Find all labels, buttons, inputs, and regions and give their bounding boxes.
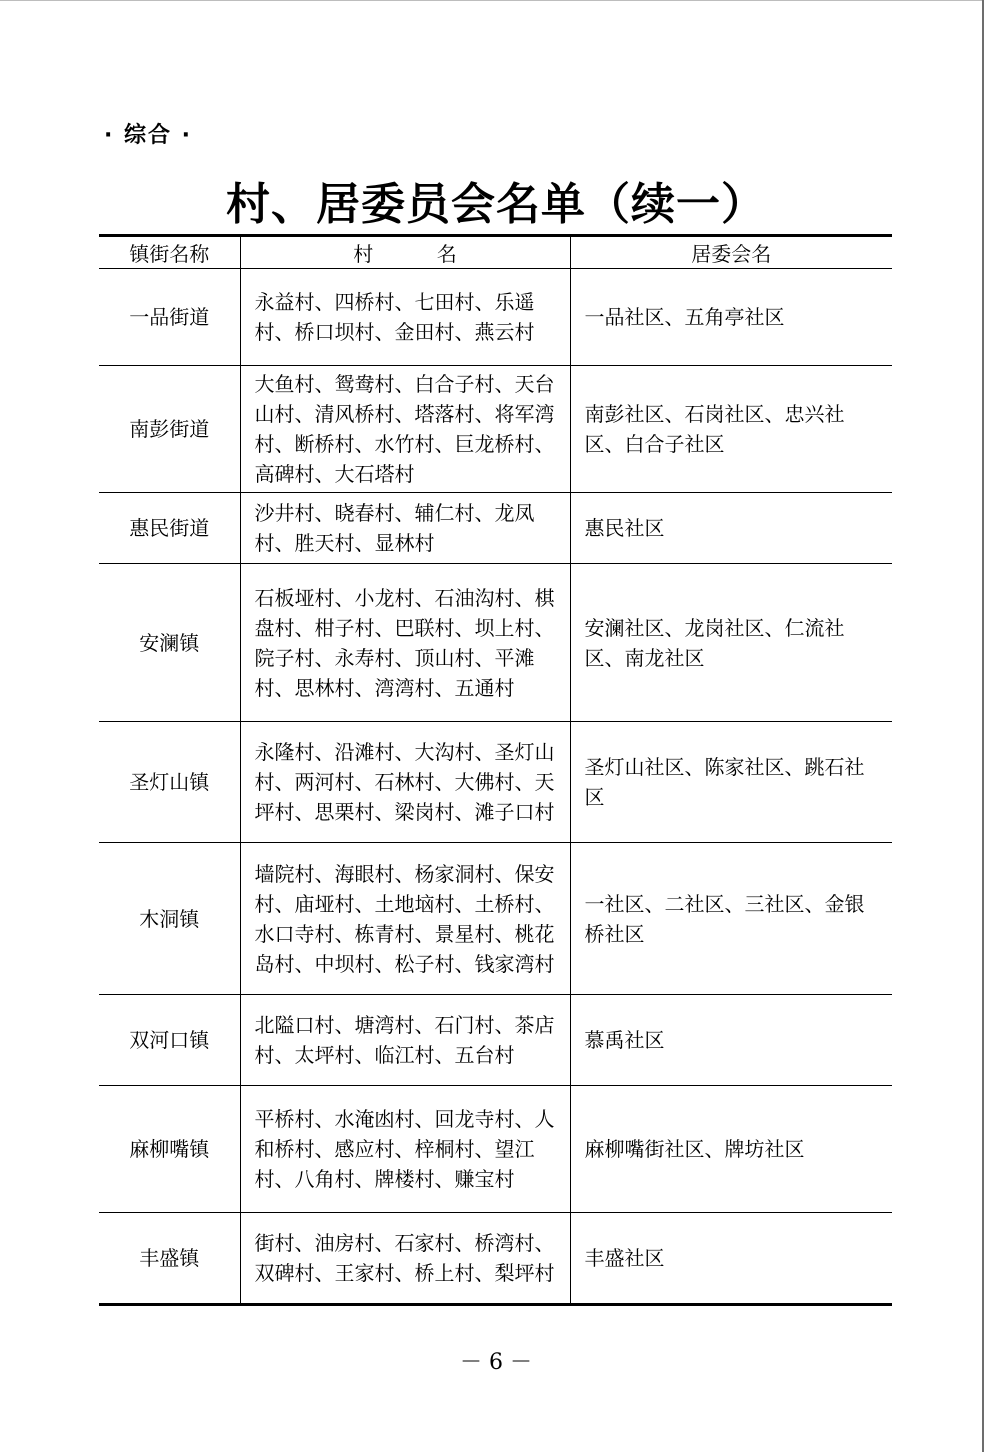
table-row [99,564,892,722]
section-tag: · 综合 · [104,123,193,148]
page-number: － 6 － [460,1350,532,1375]
town-cell: 惠民街道 [99,493,240,564]
villages-cell: 北隘口村、塘湾村、石门村、茶店村、太坪村、临江村、五台村 [240,995,570,1086]
villages-cell: 永隆村、沿滩村、大沟村、圣灯山村、两河村、石林村、大佛村、天坪村、思栗村、梁岗村、滩子口村 [240,722,570,843]
header-town: 镇街名称 [99,236,240,269]
roster-table [99,234,892,1306]
page-title: 村、居委员会名单（续一） [226,179,766,230]
villages-cell: 墙院村、海眼村、杨家洞村、保安村、庙垭村、土地垴村、土桥村、水口寺村、栋青村、景星村、桃花岛村、中坝村、松子村、钱家湾村 [240,843,570,995]
table-row [99,722,892,843]
villages-cell: 街村、油房村、石家村、桥湾村、双碑村、王家村、桥上村、梨坪村 [240,1213,570,1305]
committees-cell: 丰盛社区 [570,1213,892,1305]
town-cell: 木洞镇 [99,843,240,995]
table-header [99,236,892,269]
town-cell: 麻柳嘴镇 [99,1086,240,1213]
committees-cell: 慕禹社区 [570,995,892,1086]
committees-cell: 惠民社区 [570,493,892,564]
table-row [99,1213,892,1305]
page-top-edge [0,0,984,1]
villages-cell: 永益村、四桥村、七田村、乐遥村、桥口坝村、金田村、燕云村 [240,269,570,366]
table-row [99,493,892,564]
table-row [99,1086,892,1213]
table-row [99,995,892,1086]
committees-cell: 麻柳嘴街社区、牌坊社区 [570,1086,892,1213]
table-row [99,269,892,366]
table-row [99,843,892,995]
villages-cell: 沙井村、晓春村、辅仁村、龙凤村、胜天村、显林村 [240,493,570,564]
town-cell: 双河口镇 [99,995,240,1086]
town-cell: 一品街道 [99,269,240,366]
committees-cell: 南彭社区、石岗社区、忠兴社区、白合子社区 [570,366,892,493]
town-cell: 圣灯山镇 [99,722,240,843]
villages-cell: 石板垭村、小龙村、石油沟村、棋盘村、柑子村、巴联村、坝上村、院子村、永寿村、顶山村、平滩村、思林村、湾湾村、五通村 [240,564,570,722]
villages-cell: 大鱼村、鸳鸯村、白合子村、天台山村、清风桥村、塔落村、将军湾村、断桥村、水竹村、巨龙桥村、高碑村、大石塔村 [240,366,570,493]
header-row [99,236,892,269]
committees-cell: 一社区、二社区、三社区、金银桥社区 [570,843,892,995]
committees-cell: 一品社区、五角亭社区 [570,269,892,366]
town-cell: 安澜镇 [99,564,240,722]
villages-cell: 平桥村、水淹凼村、回龙寺村、人和桥村、感应村、梓桐村、望江村、八角村、牌楼村、赚宝村 [240,1086,570,1213]
committees-cell: 安澜社区、龙岗社区、仁流社区、南龙社区 [570,564,892,722]
table-row [99,366,892,493]
committees-cell: 圣灯山社区、陈家社区、跳石社区 [570,722,892,843]
table-body [99,269,892,1305]
town-cell: 南彭街道 [99,366,240,493]
town-cell: 丰盛镇 [99,1213,240,1305]
header-committees: 居委会名 [570,236,892,269]
header-villages: 村 名 [240,236,570,269]
